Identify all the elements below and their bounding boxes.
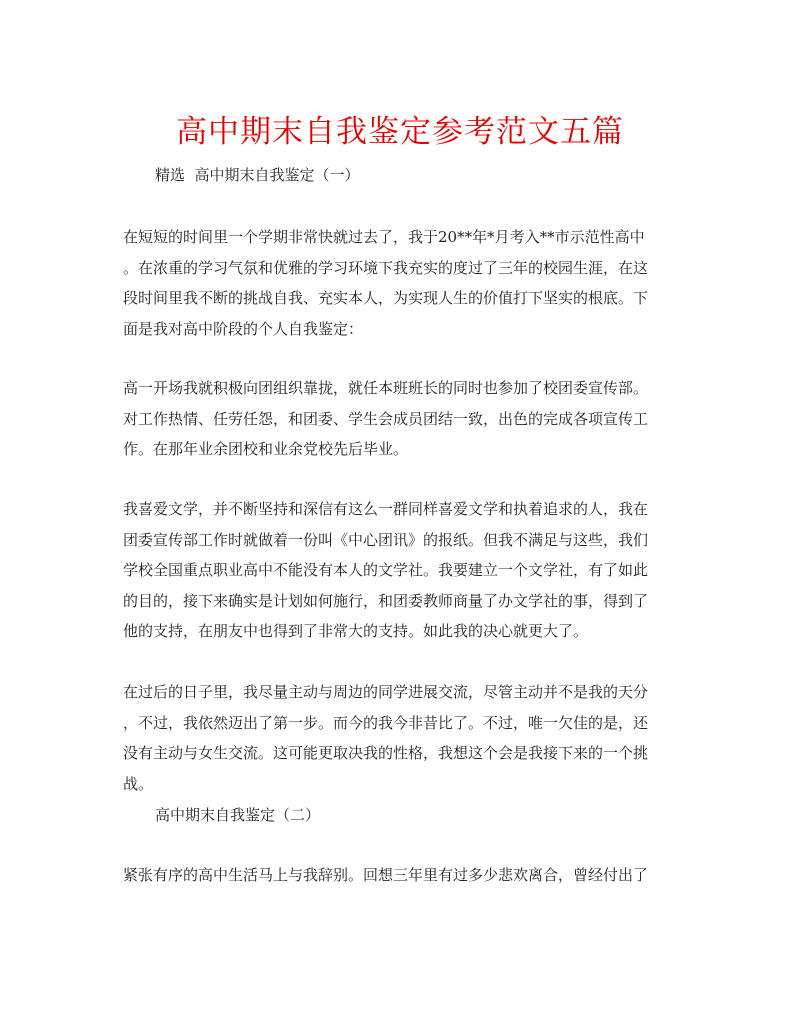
paragraph-line: 紧张有序的高中生活马上与我辞别。回想三年里有过多少悲欢离合，曾经付出了	[123, 866, 649, 884]
paragraph-line: 没有主动与女生交流。这可能更取决我的性格，我想这个会是我接下来的一个挑	[123, 744, 649, 762]
document-title: 高中期末自我鉴定参考范文五篇	[176, 114, 624, 150]
paragraph-2	[123, 373, 683, 465]
paragraph-line: 我喜爱文学，并不断坚持和深信有这么一群同样喜爱文学和执着追求的人，我在	[123, 500, 649, 518]
paragraph-line: 他的支持，在朋友中也得到了非常大的支持。如此我的决心就更大了。	[123, 622, 589, 640]
paragraph-line: 的目的，接下来确实是计划如何施行，和团委教师商量了办文学社的事，得到了	[123, 591, 649, 610]
section-heading-2: 高中期末自我鉴定（二）	[155, 806, 321, 824]
paragraph-line: 高一开场我就积极向团组织靠拢，就任本班班长的同时也参加了校团委宣传部。	[123, 379, 649, 397]
paragraph-line: 团委宣传部工作时就做着一份叫《中心团讯》的报纸。但我不满足与这些，我们	[123, 530, 649, 549]
paragraph-line: 。在浓重的学习气氛和优雅的学习环境下我充实的度过了三年的校园生涯，在这	[123, 258, 649, 277]
paragraph-3	[123, 494, 683, 647]
paragraph-line: 对工作热情、任劳任怨，和团委、学生会成员团结一致，出色的完成各项宣传工	[123, 409, 649, 428]
paragraph-line: 在短短的时间里一个学期非常快就过去了，我于20**年*月考入**市示范性高中	[123, 228, 645, 246]
paragraph-line: 在过后的日子里，我尽量主动与周边的同学进展交流，尽管主动并不是我的天分	[123, 683, 649, 701]
paragraph-line: 段时间里我不断的挑战自我、充实本人，为实现人生的价值打下坚实的根底。下	[123, 289, 649, 307]
paragraph-line: 学校全国重点职业高中不能没有本人的文学社。我要建立一个文学社，有了如此	[123, 561, 649, 579]
paragraph-line: 面是我对高中阶段的个人自我鉴定：	[123, 319, 364, 338]
paragraph-line: ，不过，我依然迈出了第一步。而今的我今非昔比了。不过，唯一欠佳的是，还	[123, 713, 649, 732]
paragraph-line: 战。	[123, 774, 154, 793]
paragraph-1	[123, 222, 683, 344]
paragraph-5	[123, 860, 683, 891]
paragraph-line: 作。在那年业余团校和业余党校先后毕业。	[123, 440, 409, 458]
paragraph-4	[123, 677, 683, 799]
section-heading-1: 精选 高中期末自我鉴定（一）	[155, 166, 360, 184]
